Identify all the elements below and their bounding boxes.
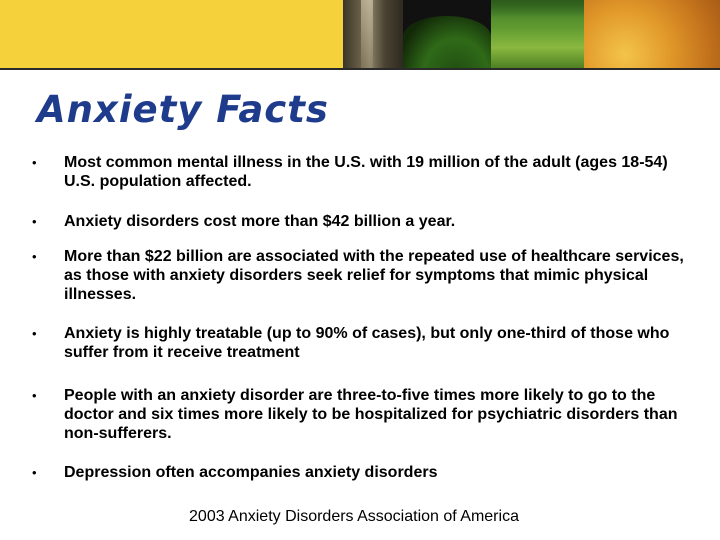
bullet-icon: • bbox=[32, 326, 37, 341]
bullet-text: People with an anxiety disorder are three-to-five times more likely to go to the doctor and six times more likely to be hospitalized for psychiatric disorders than non-sufferers. bbox=[64, 387, 678, 442]
bullet-icon: • bbox=[32, 465, 37, 480]
footer-text: 2003 Anxiety Disorders Association of America bbox=[189, 508, 519, 525]
bullet-text: Anxiety disorders cost more than $42 billion a year. bbox=[64, 213, 456, 230]
bullet-text: More than $22 billion are associated with the repeated use of healthcare services, as those with anxiety disorders seek relief for symptoms that mimic physical illnesses. bbox=[64, 248, 684, 303]
slide-title: Anxiety Facts bbox=[37, 88, 329, 131]
bullet-icon: • bbox=[32, 155, 37, 170]
bullet-icon: • bbox=[32, 214, 37, 229]
footer-credit bbox=[0, 508, 708, 526]
bullet-text: Anxiety is highly treatable (up to 90% of cases), but only one-third of those who suffer from it receive treatment bbox=[64, 325, 670, 361]
bullet-text: Depression often accompanies anxiety disorders bbox=[64, 464, 438, 481]
bullet-icon: • bbox=[32, 388, 37, 403]
bullet-text: Most common mental illness in the U.S. with 19 million of the adult (ages 18-54) U.S. population affected. bbox=[64, 154, 668, 190]
bullet-icon: • bbox=[32, 249, 37, 264]
